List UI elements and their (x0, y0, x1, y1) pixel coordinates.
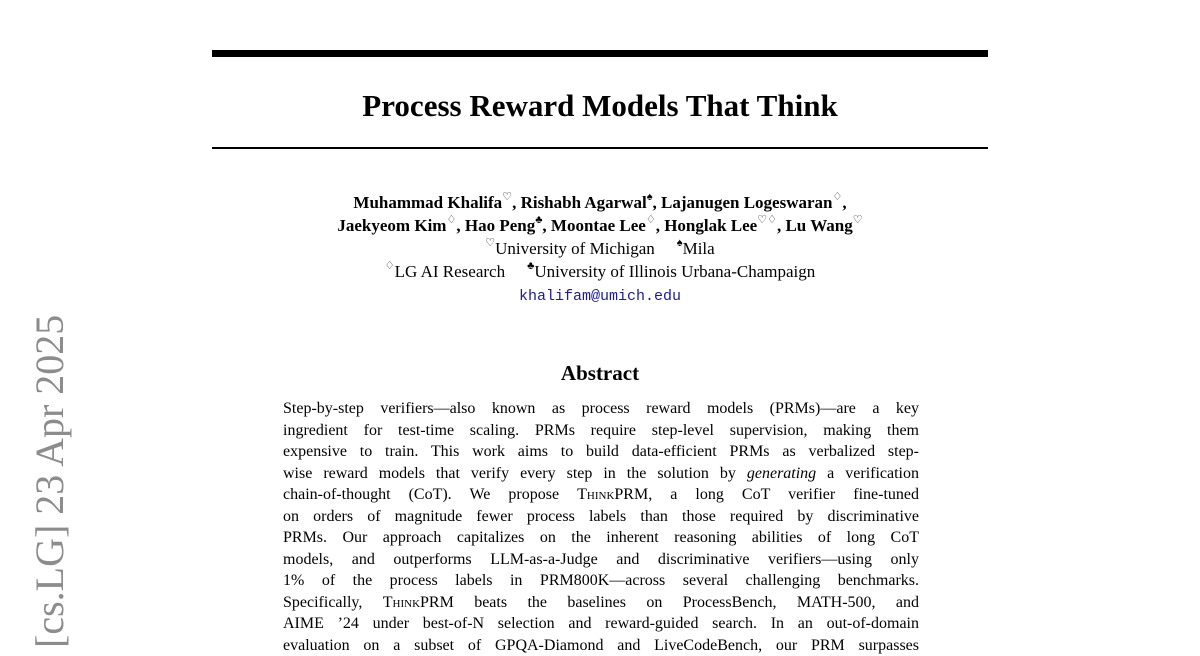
affiliation-name: Mila (683, 239, 715, 258)
affiliation-line-1 (212, 237, 988, 260)
affiliation-mark: ♠ (647, 191, 653, 203)
affiliation-mark: ♡ (485, 237, 495, 249)
affiliation-mark: ♢ (446, 214, 456, 226)
abstract-line: ingredient for test-time scaling. PRMs require step-level supervision, making them (283, 420, 919, 442)
abstract-line: 1% of the process labels in PRM800K—across several challenging benchmarks. (283, 570, 919, 592)
abstract-line: chain-of-thought (CoT). We propose ThinkPRM, a long CoT verifier fine-tuned (283, 484, 919, 506)
abstract-heading: Abstract (212, 360, 988, 386)
method-name: ThinkPRM (577, 486, 648, 503)
affiliation-mark: ♣ (535, 214, 542, 226)
paper-title: Process Reward Models That Think (212, 86, 988, 126)
abstract-line: PRMs. Our approach capitalizes on the inherent reasoning abilities of long CoT (283, 527, 919, 549)
author-name: Rishabh Agarwal (521, 193, 647, 212)
affiliation-mark: ♢ (646, 214, 656, 226)
author-name: Hao Peng (465, 216, 535, 235)
abstract-line: wise reward models that verify every step in the solution by generating a verification (283, 463, 919, 485)
author-line-2: Jaekyeom Kim♢, Hao Peng♣, Moontae Lee♢, Honglak Lee♡♢, Lu Wang♡ (212, 214, 988, 237)
title-bottom-rule (212, 147, 988, 149)
affiliation-mark: ♡ (853, 214, 863, 226)
abstract-line: expensive to train. This work aims to build data-efficient PRMs as verbalized step- (283, 441, 919, 463)
affiliation-mark: ♢ (832, 191, 842, 203)
author-block (212, 191, 988, 308)
affiliation-mark: ♠ (677, 237, 683, 249)
abstract-line: AIME ’24 under best-of-N selection and reward-guided search. In an out-of-domain (283, 613, 919, 635)
affiliation-mark: ♡ (502, 191, 512, 203)
method-name: ThinkPRM (383, 594, 454, 611)
affiliation-mark: ♡♢ (757, 214, 777, 226)
affiliation-name: University of Illinois Urbana-Champaign (534, 262, 815, 281)
affiliation-name: University of Michigan (495, 239, 655, 258)
affiliation-mark: ♣ (527, 260, 534, 272)
affiliation-name: LG AI Research (395, 262, 505, 281)
author-name: Moontae Lee (551, 216, 646, 235)
author-name: Lajanugen Logeswaran (661, 193, 832, 212)
author-email-link[interactable]: khalifam@umich.edu (519, 288, 681, 305)
affiliation-mark: ♢ (385, 260, 395, 272)
affiliation-line-2 (212, 260, 988, 283)
abstract-line: models, and outperforms LLM-as-a-Judge and discriminative verifiers—using only (283, 549, 919, 571)
author-name: Jaekyeom Kim (337, 216, 446, 235)
title-top-rule (212, 50, 988, 57)
abstract-line: Specifically, ThinkPRM beats the baselines on ProcessBench, MATH-500, and (283, 592, 919, 614)
author-line-1: Muhammad Khalifa♡, Rishabh Agarwal♠, Lajanugen Logeswaran♢, (212, 191, 988, 214)
emphasis-word: generating (747, 465, 816, 482)
author-name: Muhammad Khalifa (353, 193, 502, 212)
arxiv-side-stamp: [cs.LG] 23 Apr 2025 (20, 315, 80, 648)
author-name: Lu Wang (785, 216, 852, 235)
abstract-line: on orders of magnitude fewer process labels than those required by discriminative (283, 506, 919, 528)
abstract-body (283, 398, 919, 656)
abstract-line: Step-by-step verifiers—also known as process reward models (PRMs)—are a key (283, 398, 919, 420)
abstract-line: evaluation on a subset of GPQA-Diamond and LiveCodeBench, our PRM surpasses (283, 635, 919, 656)
email-line (212, 283, 988, 308)
author-name: Honglak Lee (664, 216, 757, 235)
